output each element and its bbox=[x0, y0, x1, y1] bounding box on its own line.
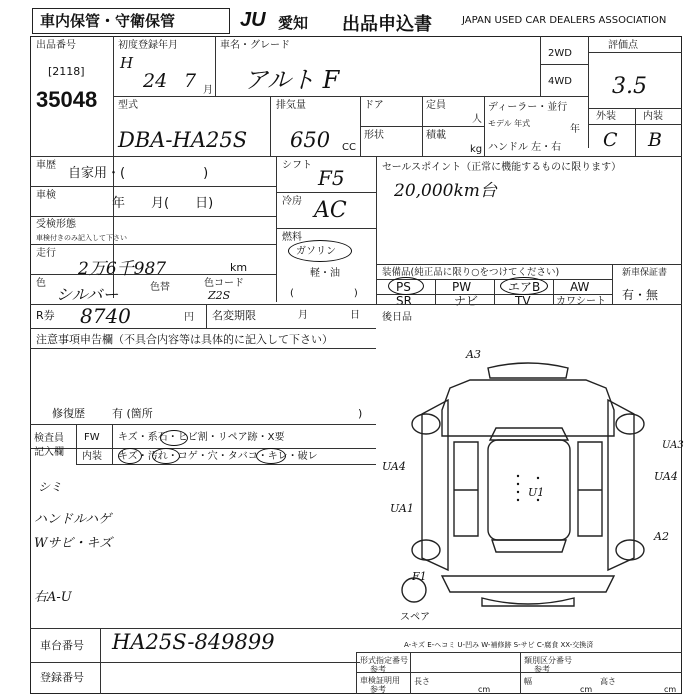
chassis-label: 車台番号 bbox=[40, 639, 84, 652]
comment-1: シミ bbox=[38, 480, 63, 494]
month-unit: 月 bbox=[203, 85, 213, 96]
vehicle-cert-label: 車検証明用 bbox=[360, 676, 400, 685]
legend: A-キズ E-ヘコミ U-凹み W-補修跡 S-サビ C-腐食 XX-交換済 bbox=[404, 641, 594, 649]
repair-value: 有 (箇所 bbox=[112, 407, 153, 420]
name-value: アルト F bbox=[244, 66, 340, 94]
mark-circle-1 bbox=[160, 430, 188, 446]
month-value: 7 bbox=[184, 70, 197, 92]
color-change-label: 色替 bbox=[150, 282, 170, 293]
height-label: 高さ bbox=[600, 677, 616, 686]
handle-label: ハンドル 左・右 bbox=[488, 142, 562, 153]
recycle-label: R券 bbox=[36, 309, 55, 322]
comment-2: ハンドルハゲ bbox=[34, 512, 112, 527]
warranty-value: 有・無 bbox=[622, 288, 659, 302]
lot-label: 出品番号 bbox=[36, 40, 76, 51]
model-value: DBA-HA25S bbox=[118, 128, 248, 152]
mark-circle-2 bbox=[118, 448, 142, 464]
vehicle-cert-sub: 参考 bbox=[370, 685, 386, 694]
km-unit: km bbox=[230, 261, 248, 274]
mark-u1: U1 bbox=[528, 486, 545, 499]
history-value: 自家用・( ) bbox=[68, 166, 209, 181]
recycle-unit: 円 bbox=[184, 312, 194, 323]
chassis-value: HA25S-849899 bbox=[112, 630, 275, 654]
interior-insp-label: 内装 bbox=[82, 451, 102, 462]
ac-value: AC bbox=[314, 198, 347, 223]
name-change-month: 月 bbox=[298, 310, 308, 321]
inspection-value: 年 月( 日) bbox=[112, 196, 214, 211]
equip-seat: カワシート bbox=[556, 296, 606, 307]
width-label: 幅 bbox=[524, 677, 532, 686]
equip-airbag: エアB bbox=[508, 280, 541, 294]
comment-3: Wサビ・キズ bbox=[34, 536, 113, 551]
name-change-label: 名変期限 bbox=[212, 309, 256, 322]
lot-code: [2118] bbox=[48, 65, 85, 78]
first-reg-label: 初度登録年月 bbox=[118, 40, 178, 51]
interior-value: B bbox=[648, 129, 662, 151]
mark-circle-4 bbox=[256, 448, 286, 464]
equip-aw: AW bbox=[570, 280, 590, 294]
type-cert-sub: 参考 bbox=[370, 665, 386, 674]
mark-a3: A3 bbox=[466, 348, 481, 361]
drive-2wd: 2WD bbox=[548, 48, 572, 59]
name-change-day: 日 bbox=[350, 310, 360, 321]
mileage-label: 走行 bbox=[36, 248, 56, 259]
length-label: 長さ bbox=[414, 677, 430, 686]
mark-ua4-left: UA4 bbox=[382, 460, 406, 473]
inspection-label: 車検 bbox=[36, 190, 56, 201]
width-unit: cm bbox=[580, 685, 593, 694]
inspection-type-label: 受検形態 bbox=[36, 219, 76, 230]
drive-4wd: 4WD bbox=[548, 76, 572, 87]
year-value: 24 bbox=[143, 70, 168, 92]
shape-label: 形状 bbox=[364, 130, 384, 141]
equip-tv: TV bbox=[515, 294, 531, 308]
model-year-label: モデル 年式 bbox=[488, 119, 531, 128]
mark-ua3: UA3 bbox=[662, 440, 684, 451]
equip-pw: PW bbox=[452, 280, 472, 294]
sales-point-value: 20,000km台 bbox=[394, 181, 497, 201]
fuel-label: 燃料 bbox=[282, 232, 302, 243]
form-title: 出品申込書 bbox=[342, 14, 432, 35]
exterior-label: 外装 bbox=[596, 111, 616, 122]
repair-label: 修復歴 bbox=[52, 407, 85, 420]
name-label: 車名・グレード bbox=[220, 40, 290, 51]
warranty-label: 新車保証書 bbox=[622, 268, 668, 278]
equip-navi: ナビ bbox=[454, 294, 479, 308]
grade-value: 3.5 bbox=[612, 74, 647, 99]
color-code-label: 色コード bbox=[204, 278, 244, 289]
displacement-label: 排気量 bbox=[276, 100, 306, 111]
ac-label: 冷房 bbox=[282, 196, 302, 207]
height-unit: cm bbox=[664, 685, 677, 694]
org-name: 愛知 bbox=[278, 14, 309, 32]
color-value: シルバー bbox=[56, 285, 119, 304]
load-unit: kg bbox=[470, 144, 483, 155]
color-code-value: Z2S bbox=[208, 289, 231, 302]
equipment-label: 装備品(純正品に限り○をつけてください) bbox=[382, 267, 560, 278]
load-label: 積載 bbox=[426, 130, 446, 141]
ju-logo: JU bbox=[240, 9, 266, 31]
fuel-gas: ガソリン bbox=[296, 246, 336, 257]
type-cert-label: 形式指定番号 bbox=[360, 656, 408, 665]
fuel-diesel: 軽・油 bbox=[310, 268, 340, 279]
displacement-value: 650 bbox=[290, 128, 331, 152]
retrofit-label: 後日品 bbox=[382, 312, 412, 323]
length-unit: cm bbox=[478, 685, 491, 694]
equip-ps: PS bbox=[396, 280, 411, 294]
spare-label: スペア bbox=[400, 612, 430, 623]
capacity-unit: 人 bbox=[472, 114, 482, 125]
fuel-gas-circle bbox=[288, 240, 352, 262]
mark-circle-3 bbox=[152, 448, 180, 464]
reg-label: 登録番号 bbox=[40, 671, 84, 684]
era-value: H bbox=[120, 54, 134, 72]
category-label: 類別区分番号 bbox=[524, 656, 572, 665]
lot-number: 35048 bbox=[36, 87, 98, 112]
mark-f1: F1 bbox=[412, 570, 427, 583]
grade-label: 評価点 bbox=[608, 40, 638, 51]
car-body-diagram bbox=[378, 340, 682, 628]
capacity-label: 定員 bbox=[426, 100, 446, 111]
repair-close: ) bbox=[358, 407, 363, 420]
inspection-type-note: 車検付きのみ記入して下さい bbox=[36, 234, 127, 242]
recycle-value: 8740 bbox=[80, 304, 131, 328]
mark-ua4-right: UA4 bbox=[654, 470, 678, 483]
dealer-label: ディーラー・並行 bbox=[488, 102, 568, 113]
interior-label: 内装 bbox=[643, 111, 663, 122]
door-label: ドア bbox=[364, 100, 384, 111]
comment-4: 右A-U bbox=[34, 590, 72, 605]
interior-items: キズ・汚れ・コゲ・穴・タバコ・キレ・破レ bbox=[118, 451, 318, 462]
mark-a2: A2 bbox=[654, 530, 669, 543]
history-label: 車歴 bbox=[36, 160, 56, 171]
cc-unit: CC bbox=[342, 142, 356, 153]
storage-title: 車内保管・守衛保管 bbox=[40, 12, 176, 30]
shift-value: F5 bbox=[318, 166, 345, 190]
sales-point-label: セールスポイント（正常に機能するものに限ります） bbox=[382, 162, 622, 173]
category-sub: 参考 bbox=[534, 665, 550, 674]
fuel-paren: ( ) bbox=[290, 288, 358, 299]
mileage-value: 2万6千987 bbox=[78, 259, 167, 279]
color-label: 色 bbox=[36, 278, 46, 289]
fw-items: キズ・系石・ヒビ割・リペア跡・X要 bbox=[118, 432, 285, 443]
equip-ps-circle bbox=[388, 277, 424, 295]
model-label: 型式 bbox=[118, 100, 138, 111]
year-unit: 年 bbox=[570, 124, 580, 135]
assoc-name: JAPAN USED CAR DEALERS ASSOCIATION bbox=[462, 15, 667, 26]
inspector-label: 検査員 記入欄 bbox=[34, 433, 64, 458]
exterior-value: C bbox=[603, 129, 618, 151]
notes-title: 注意事項申告欄（不具合内容等は具体的に記入して下さい） bbox=[36, 333, 333, 346]
shift-label: シフト bbox=[282, 160, 312, 171]
mark-ua1: UA1 bbox=[390, 502, 414, 515]
equip-sr: SR bbox=[396, 294, 412, 308]
fw-label: FW bbox=[84, 432, 100, 443]
equip-airbag-circle bbox=[500, 277, 548, 295]
